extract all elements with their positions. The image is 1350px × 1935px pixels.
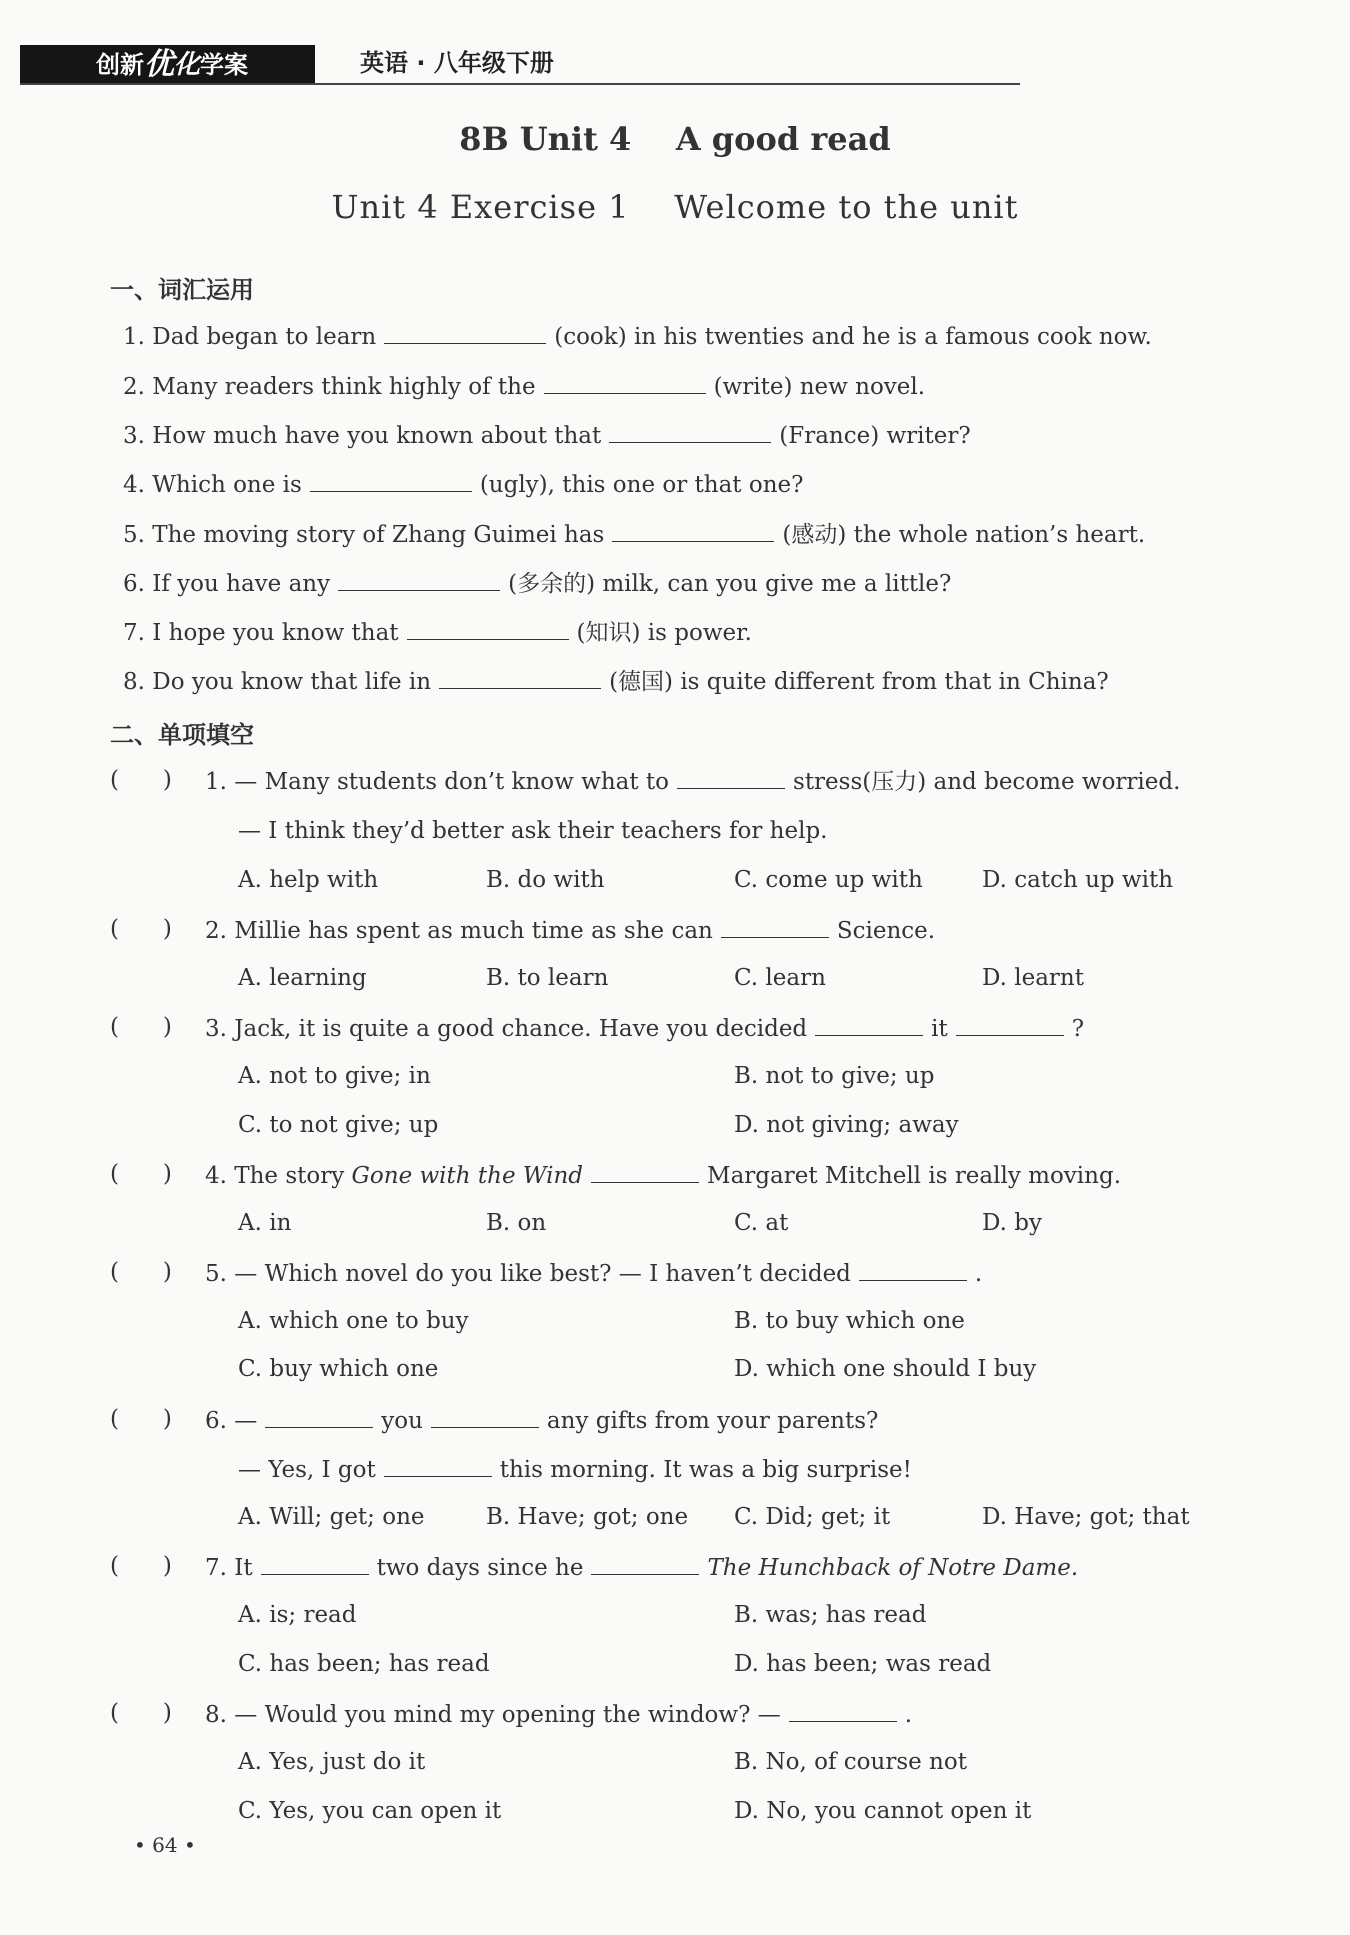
vocab-item-7 (123, 615, 752, 649)
question-text: 6. — (205, 1408, 258, 1434)
option-a[interactable]: A. learning (238, 965, 367, 991)
option-a[interactable]: A. is; read (238, 1602, 357, 1628)
question-text: this morning. It was a big surprise! (499, 1457, 912, 1483)
question-text: Margaret Mitchell is really moving. (707, 1163, 1122, 1189)
option-a[interactable]: A. in (238, 1210, 292, 1236)
answer-blank[interactable] (338, 566, 500, 591)
mc-question-1 (205, 764, 1180, 798)
question-text: . (974, 1261, 983, 1287)
brand-char-3: 优 (144, 47, 174, 82)
vocab-item-text: 3. How much have you known about that (123, 423, 602, 449)
answer-blank[interactable] (609, 418, 771, 443)
mc-question-8 (205, 1697, 912, 1731)
option-a[interactable]: A. which one to buy (238, 1308, 469, 1334)
option-d[interactable]: D. Have; got; that (982, 1504, 1190, 1530)
option-a[interactable]: A. Yes, just do it (238, 1749, 426, 1775)
answer-bracket[interactable]: ( ) (110, 1700, 172, 1726)
question-text: 1. — Many students don’t know what to (205, 769, 670, 795)
answer-bracket[interactable]: ( ) (110, 916, 172, 942)
header-rule (20, 83, 1020, 85)
option-b[interactable]: B. on (486, 1210, 547, 1236)
vocab-item-hint: (知识) is power. (576, 620, 752, 646)
question-text: stress(压力) and become worried. (793, 769, 1181, 795)
option-a[interactable]: A. Will; get; one (238, 1504, 425, 1530)
answer-blank[interactable] (591, 1550, 699, 1575)
brand-logo (96, 46, 248, 82)
answer-blank[interactable] (407, 615, 569, 640)
answer-blank[interactable] (384, 1452, 492, 1477)
question-text: you (381, 1408, 423, 1434)
vocab-item-1 (123, 319, 1152, 353)
option-b[interactable]: B. do with (486, 867, 605, 893)
page-number: • 64 • (134, 1833, 196, 1857)
vocab-item-2 (123, 369, 925, 403)
answer-bracket[interactable]: ( ) (110, 1553, 172, 1579)
option-c[interactable]: C. buy which one (238, 1356, 439, 1382)
question-text: two days since he (376, 1555, 584, 1581)
question-text: 7. It (205, 1555, 253, 1581)
answer-blank[interactable] (956, 1011, 1064, 1036)
answer-blank[interactable] (677, 764, 785, 789)
vocab-item-text: 7. I hope you know that (123, 620, 399, 646)
option-d[interactable]: D. No, you cannot open it (734, 1798, 1032, 1824)
vocab-item-hint: (France) writer? (779, 423, 971, 449)
mc-question-5 (205, 1256, 982, 1290)
answer-bracket[interactable]: ( ) (110, 767, 172, 793)
vocab-item-hint: (感动) the whole nation’s heart. (782, 522, 1146, 548)
question-text: ? (1071, 1016, 1085, 1042)
mc-question-6 (205, 1403, 878, 1437)
question-reply: — I think they’d better ask their teachers for help. (238, 818, 828, 844)
question-reply (238, 1452, 912, 1486)
book-title: Gone with the Wind (351, 1163, 584, 1189)
vocab-item-text: 4. Which one is (123, 472, 302, 498)
answer-bracket[interactable]: ( ) (110, 1259, 172, 1285)
brand-char-1: 创 (96, 51, 120, 79)
option-c[interactable]: C. has been; has read (238, 1651, 490, 1677)
answer-blank[interactable] (439, 664, 601, 689)
question-text: it (931, 1016, 948, 1042)
mc-question-4 (205, 1158, 1121, 1192)
option-b[interactable]: B. to learn (486, 965, 609, 991)
unit-title: 8B Unit 4 A good read (459, 120, 891, 158)
question-text: Science. (836, 918, 936, 944)
option-c[interactable]: C. Did; get; it (734, 1504, 891, 1530)
question-text: — Yes, I got (238, 1457, 376, 1483)
option-c[interactable]: C. learn (734, 965, 826, 991)
answer-bracket[interactable]: ( ) (110, 1161, 172, 1187)
section1-heading: 一、词汇运用 (110, 276, 254, 304)
option-d[interactable]: D. catch up with (982, 867, 1174, 893)
answer-blank[interactable] (261, 1550, 369, 1575)
answer-bracket[interactable]: ( ) (110, 1406, 172, 1432)
answer-blank[interactable] (789, 1697, 897, 1722)
vocab-item-4 (123, 467, 803, 501)
vocab-item-3 (123, 418, 971, 452)
question-text: 5. — Which novel do you like best? — I haven’t decided (205, 1261, 851, 1287)
vocab-item-hint: (德国) is quite different from that in China? (609, 669, 1109, 695)
subject-label: 英语 · 八年级下册 (360, 49, 554, 77)
question-text: any gifts from your parents? (546, 1408, 879, 1434)
option-c[interactable]: C. Yes, you can open it (238, 1798, 502, 1824)
answer-blank[interactable] (310, 467, 472, 492)
option-b[interactable]: B. was; has read (734, 1602, 927, 1628)
answer-bracket[interactable]: ( ) (110, 1014, 172, 1040)
answer-blank[interactable] (815, 1011, 923, 1036)
vocab-item-5 (123, 517, 1145, 551)
answer-blank[interactable] (431, 1403, 539, 1428)
answer-blank[interactable] (544, 369, 706, 394)
answer-blank[interactable] (859, 1256, 967, 1281)
option-d[interactable]: D. learnt (982, 965, 1084, 991)
option-d[interactable]: D. by (982, 1210, 1042, 1236)
option-d[interactable]: D. not giving; away (734, 1112, 959, 1138)
answer-blank[interactable] (265, 1403, 373, 1428)
option-a[interactable]: A. not to give; in (238, 1063, 431, 1089)
question-text: 4. The story (205, 1163, 345, 1189)
question-text: 3. Jack, it is quite a good chance. Have you decided (205, 1016, 808, 1042)
question-text: 2. Millie has spent as much time as she can (205, 918, 713, 944)
exercise-title: Unit 4 Exercise 1 Welcome to the unit (331, 188, 1019, 226)
option-d[interactable]: D. has been; was read (734, 1651, 992, 1677)
vocab-item-6 (123, 566, 951, 600)
brand-char-4: 化 (174, 50, 201, 80)
option-c[interactable]: C. to not give; up (238, 1112, 439, 1138)
vocab-item-text: 1. Dad began to learn (123, 324, 377, 350)
brand-char-2: 新 (120, 51, 144, 79)
option-a[interactable]: A. help with (238, 867, 379, 893)
mc-question-7 (205, 1550, 1078, 1584)
option-b[interactable]: B. Have; got; one (486, 1504, 689, 1530)
vocab-item-hint: (write) new novel. (713, 374, 926, 400)
option-b[interactable]: B. to buy which one (734, 1308, 965, 1334)
option-d[interactable]: D. which one should I buy (734, 1356, 1037, 1382)
vocab-item-hint: (ugly), this one or that one? (479, 472, 804, 498)
vocab-item-text: 8. Do you know that life in (123, 669, 432, 695)
answer-blank[interactable] (612, 517, 774, 542)
vocab-item-hint: (cook) in his twenties and he is a famous cook now. (554, 324, 1152, 350)
vocab-item-8 (123, 664, 1109, 698)
answer-blank[interactable] (721, 913, 829, 938)
option-c[interactable]: C. at (734, 1210, 789, 1236)
brand-char-5: 学案 (200, 51, 249, 79)
mc-question-2 (205, 913, 935, 947)
mc-question-3 (205, 1011, 1084, 1045)
option-b[interactable]: B. not to give; up (734, 1063, 935, 1089)
option-c[interactable]: C. come up with (734, 867, 923, 893)
option-b[interactable]: B. No, of course not (734, 1749, 967, 1775)
question-text: 8. — Would you mind my opening the window? — (205, 1702, 781, 1728)
answer-blank[interactable] (384, 319, 546, 344)
vocab-item-text: 5. The moving story of Zhang Guimei has (123, 522, 605, 548)
vocab-item-text: 2. Many readers think highly of the (123, 374, 536, 400)
question-text: . (904, 1702, 913, 1728)
vocab-item-text: 6. If you have any (123, 571, 331, 597)
section2-heading: 二、单项填空 (110, 721, 254, 749)
book-title: The Hunchback of Notre Dame. (707, 1555, 1079, 1581)
vocab-item-hint: (多余的) milk, can you give me a little? (508, 571, 952, 597)
answer-blank[interactable] (591, 1158, 699, 1183)
